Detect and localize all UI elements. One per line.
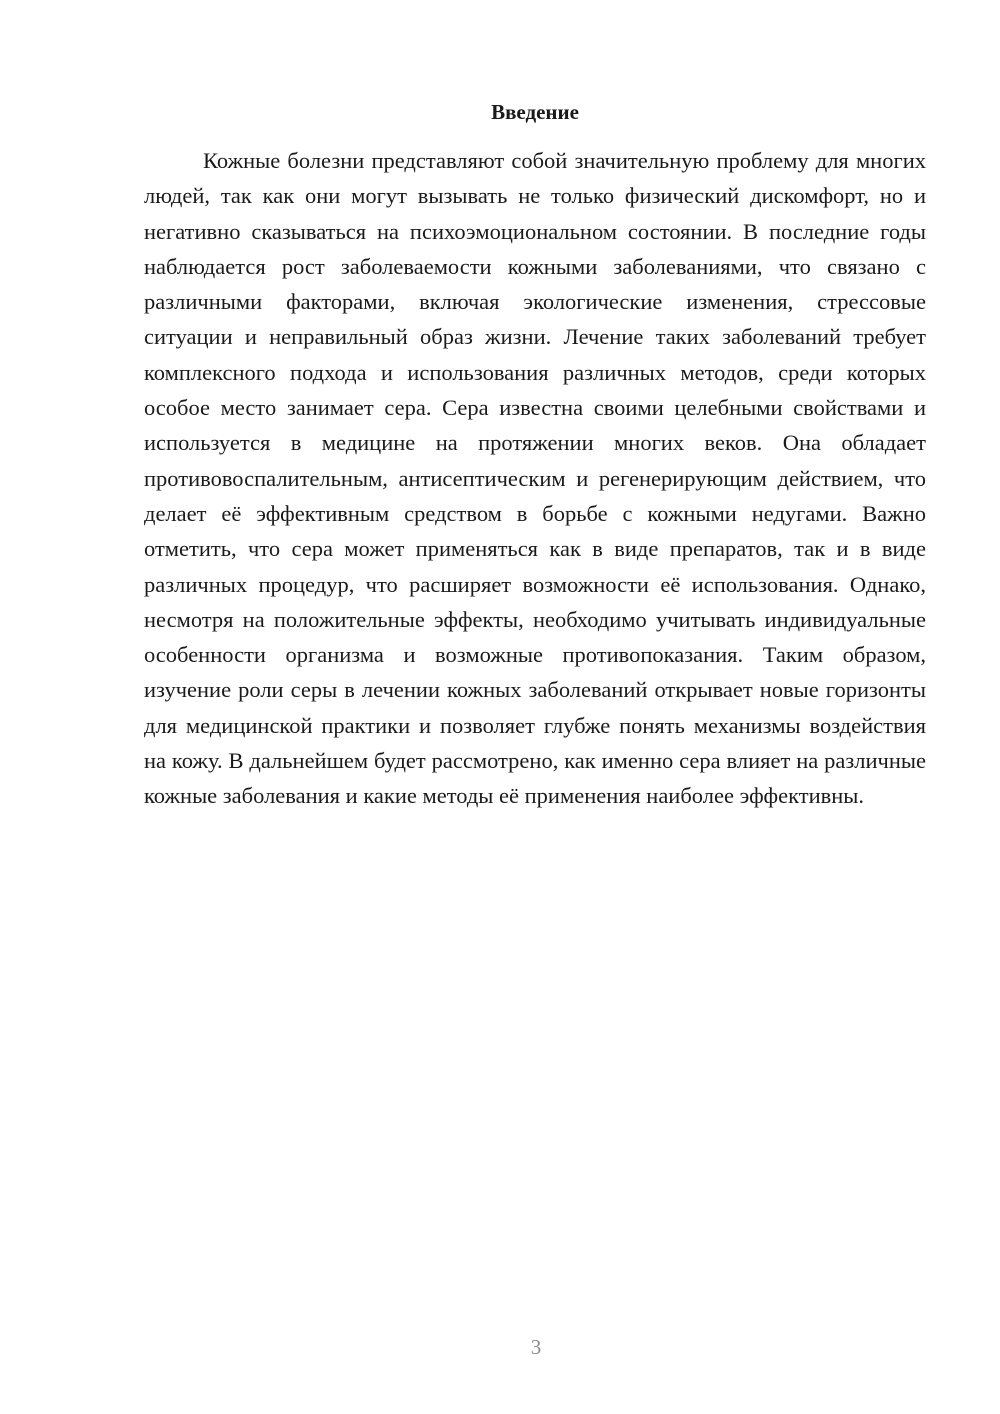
introduction-paragraph: Кожные болезни представляют собой значительную проблему для многих людей, так как они могут вызывать не только физический дискомфорт, но и негативно сказываться на психоэмоциональном состоянии. В последние годы наблюдается рост заболеваемости кожными заболеваниями, что связано с различными факторами, включая экологические изменения, стрессовые ситуации и неправильный образ жизни. Лечение таких заболеваний требует комплексного подхода и использования различных методов, среди которых особое место занимает сера. Сера известна своими целебными свойствами и используется в медицине на протяжении многих веков. Она обладает противовоспалительным, антисептическим и регенерирующим действием, что делает её эффективным средством в борьбе с кожными недугами. Важно отметить, что сера может применяться как в виде препаратов, так и в виде различных процедур, что расширяет возможности её использования. Однако, несмотря на положительные эффекты, необходимо учитывать индивидуальные особенности организма и возможные противопоказания. Таким образом, изучение роли серы в лечении кожных заболеваний открывает новые горизонты для медицинской практики и позволяет глубже понять механизмы воздействия на кожу. В дальнейшем будет рассмотрено, как именно сера влияет на различные кожные заболевания и какие методы её применения наиболее эффективны.: [144, 148, 926, 809]
page-number: 3: [530, 1335, 542, 1359]
section-heading: Введение: [491, 100, 579, 124]
